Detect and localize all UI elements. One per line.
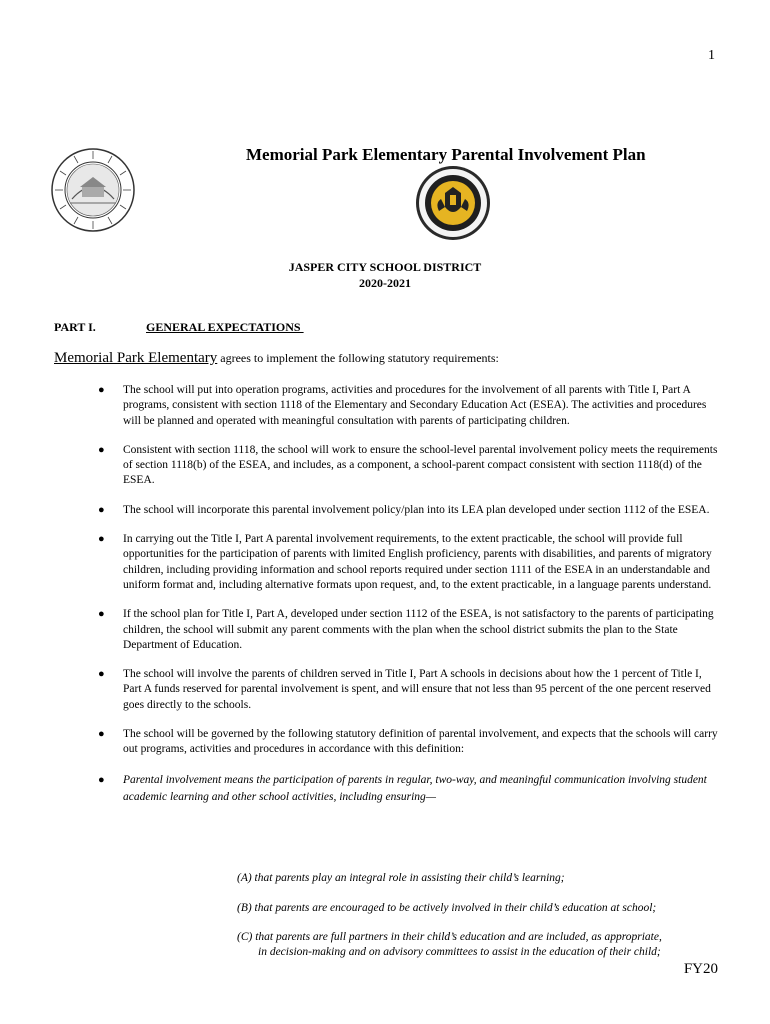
- bullet-icon: ●: [98, 503, 105, 516]
- state-department-seal: [50, 147, 136, 233]
- bullet-icon: ●: [98, 773, 105, 786]
- list-item: ● The school will put into operation programs, activities and procedures for the involvement of all parents with Title I, Part A programs, consistent with section 1118 of the Elementary and Secondary Education Act (ESEA). The activities and procedures will be planned and operated with meaningful consultation with parents of participating children.: [98, 384, 707, 427]
- district-name: JASPER CITY SCHOOL DISTRICT: [288, 260, 482, 274]
- sub-item-c-line1: (C) that parents are full partners in their child’s education and are included, as appropriate,: [237, 931, 662, 943]
- list-item: ● If the school plan for Title I, Part A, developed under section 1112 of the ESEA, is not satisfactory to the parents of participating children, the school will submit any parent comments with the plan when the school district submits the plan to the State Department of Education.: [98, 608, 714, 651]
- list-item: ● The school will be governed by the following statutory definition of parental involvement, and expects that the schools will carry out programs, activities and procedures in accordance with this definition:: [98, 728, 718, 756]
- page-number: 1: [708, 48, 715, 63]
- sub-item-b: (B) that parents are encouraged to be actively involved in their child’s education at school;: [237, 902, 657, 914]
- sub-item-a: (A) that parents play an integral role in assisting their child’s learning;: [237, 872, 565, 884]
- bullet-icon: ●: [98, 668, 105, 681]
- part-label: PART I.: [54, 320, 96, 334]
- list-item: ● The school will involve the parents of children served in Title I, Part A schools in decisions about how the 1 percent of Title I, Part A funds reserved for parental involvement is spent, and will ensure that not less than 95 percent of the one percent reserved goes directly to the schools.: [98, 668, 711, 711]
- district-header: [0, 259, 770, 291]
- list-item: ● The school will incorporate this parental involvement policy/plan into its LEA plan developed under section 1112 of the ESEA.: [96, 503, 721, 518]
- sub-item-c: [237, 930, 717, 961]
- school-year: 2020-2021: [359, 276, 411, 290]
- bullet-icon: ●: [98, 384, 105, 396]
- bullet-icon: ●: [98, 443, 105, 456]
- part-heading: GENERAL EXPECTATIONS: [146, 320, 304, 334]
- bullet-icon: ●: [98, 608, 105, 621]
- intro-text: agrees to implement the following statutory requirements:: [217, 351, 499, 365]
- school-name: Memorial Park Elementary: [54, 350, 218, 366]
- list-item: ● In carrying out the Title I, Part A parental involvement requirements, to the extent practicable, the school will provide full opportunities for the participation of parents with limited English proficiency, parents with disabilities, and parents of migratory children, including providing information and school reports required under section 1111 of the ESEA in an understandable and uniform format and, including alternative formats upon request, and, to the extent practicable, in a language parents understand.: [98, 533, 712, 591]
- expectations-list: [96, 383, 721, 820]
- sub-item-c-line2: in decision-making and on advisory committees to assist in the education of their child;: [258, 946, 661, 959]
- intro-statement: [54, 350, 499, 367]
- bullet-icon: ●: [98, 533, 105, 546]
- document-title: Memorial Park Elementary Parental Involvement Plan: [246, 145, 646, 164]
- list-item: ● Consistent with section 1118, the school will work to ensure the school-level parental involvement policy meets the requirements of section 1118(b) of the ESEA, and includes, as a component, a school-parent compact consistent with section 1118(d) of the ESEA.: [98, 443, 718, 487]
- footer-label: FY20: [683, 961, 718, 977]
- school-district-seal: [415, 165, 491, 241]
- definition-item: ● Parental involvement means the participation of parents in regular, two-way, and meaningful communication involving student academic learning and other school activities, including ensuring—: [98, 773, 707, 803]
- bullet-icon: ●: [98, 728, 105, 741]
